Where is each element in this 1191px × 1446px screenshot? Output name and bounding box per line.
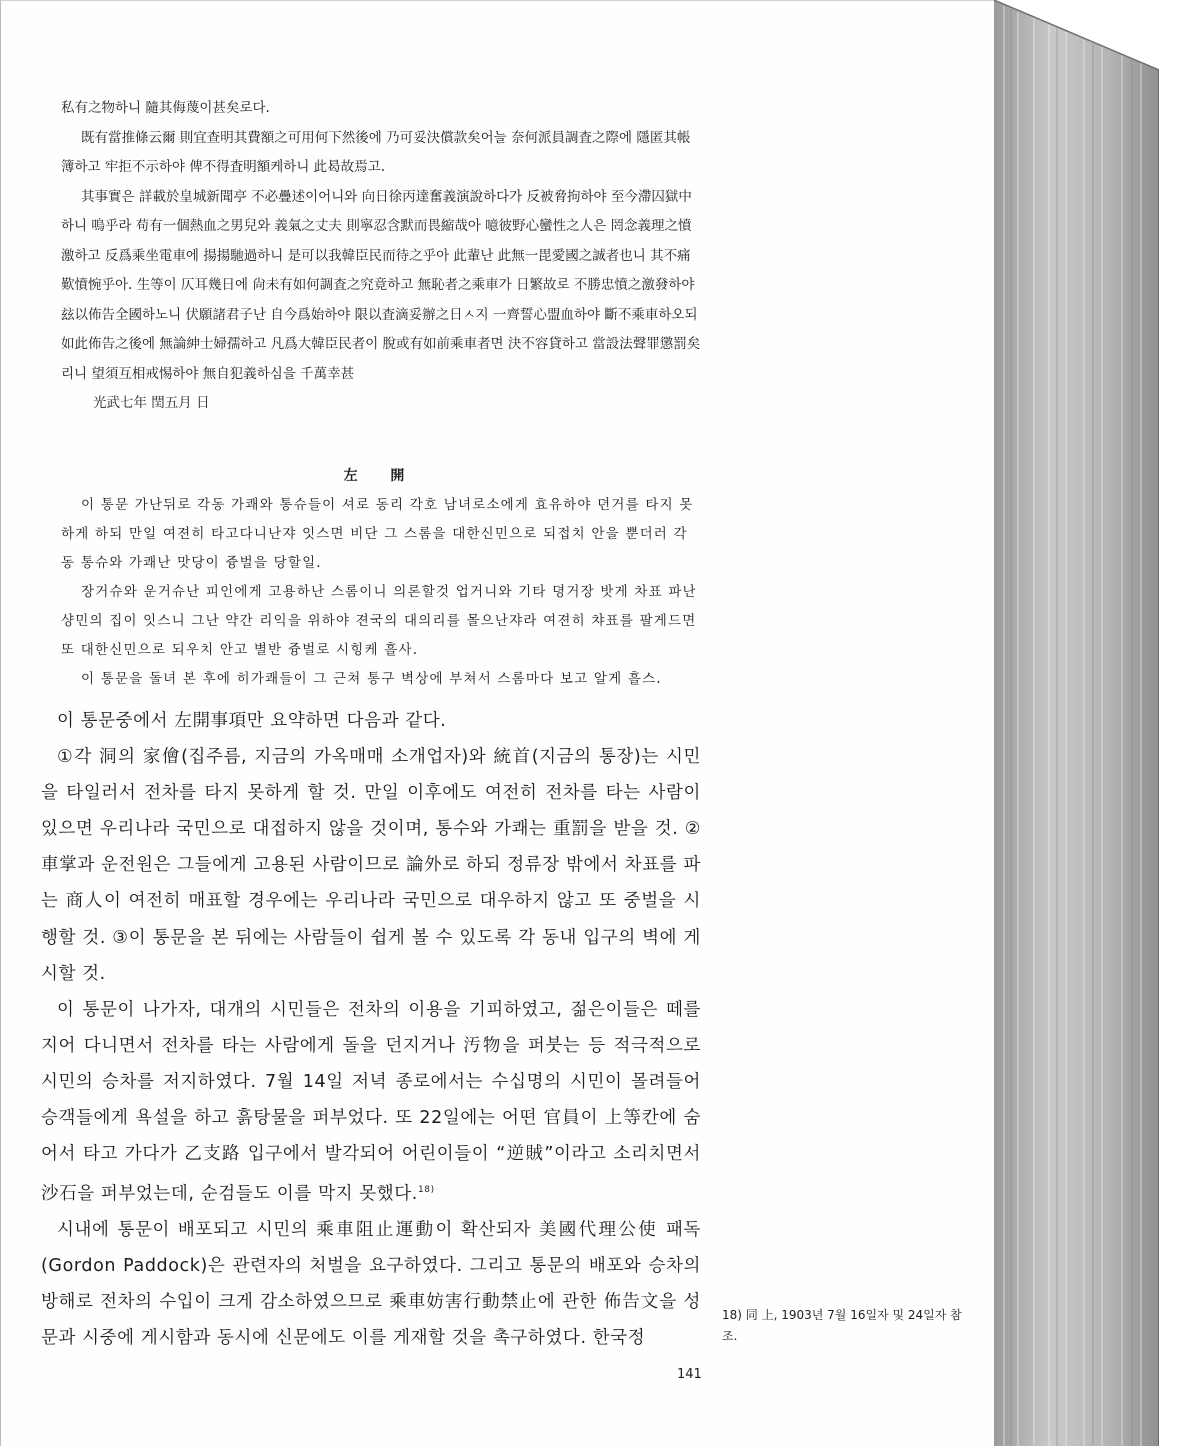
body-paragraph: ①각 洞의 家儈(집주름, 지금의 가옥매매 소개업자)와 統首(지금의 통장)는 시민을 타일러서 전차를 타지 못하게 할 것. 만일 이후에도 여전히 전차를 타는 사람이 있으면 우리나라 국민으로 대접하지 않을 것이며, 통수와 가쾌는 重罰을 받을 것. ②車掌과 운전원은 그들에게 고용된 사람이므로 論外로 하되 정류장 밖에서 차표를 파는 商人이 여전히 매표할 경우에는 우리나라 국민으로 대우하지 않고 또 중벌을 시행할 것. ③이 통문을 본 뒤에는 사람들이 쉽게 볼 수 있도록 각 동내 입구의 벽에 게시할 것. [41, 747, 701, 984]
notice-text-block [61, 491, 701, 694]
classical-paragraph: 其事實은 詳載於皇城新聞亭 不必疊述이어니와 向日徐丙達奮義演說하다가 反被脅拘하야 至今滯囚獄中하니 嗚乎라 苟有一個熱血之男兒와 義氣之丈夫 則寧忍含默而畏縮哉아 噫彼野心蠻性之人은 罔念義理之憤激하고 反爲乘坐電車에 揚揚馳過하니 是可以我韓臣民而待之乎아 此輩난 此無一毘愛國之誠者也니 其不痛歎憤惋乎아. 生等이 仄耳幾日에 尙未有如何調査之究竟하고 無恥者之乘車가 日繁故로 不勝忠憤之激發하야 玆以佈告全國하노니 伏願諸君子난 自今爲始하야 限以査滴妥辦之日ㅅ지 一齊誓心盟血하야 斷不乘車하오되 如此佈告之後에 無論紳士婦孺하고 凡爲大韓臣民者이 脫或有如前乘車者면 決不容貸하고 當設法聲罪懲罰矣리니 望須互相戒惕하야 無自犯義하심을 千萬幸甚 [61, 188, 701, 382]
page-number: 141 [677, 1367, 702, 1382]
footnote: 18) 同 上, 1903년 7월 16일자 및 24일자 참조. [722, 1308, 962, 1343]
classical-date: 光武七年 閏五月 日 [93, 395, 210, 411]
body-paragraph-text: 이 통문이 나가자, 대개의 시민들은 전차의 이용을 기피하였고, 젊은이들은 떼를 지어 다니면서 전차를 타는 사람에게 돌을 던지거나 汚物을 퍼붓는 등 적극적으로 시민의 승차를 저지하였다. 7월 14일 저녁 종로에서는 수십명의 시민이 몰려들어 승객들에게 욕설을 하고 흙탕물을 퍼부었다. 또 22일에는 어떤 官員이 上等칸에 숨어서 타고 가다가 乙支路 입구에서 발각되어 어린이들이 “逆賊”이라고 소리치면서 沙石을 퍼부었는데, 순검들도 이를 막지 못했다. [41, 999, 701, 1205]
notice-paragraph: 이 통문을 돌녀 본 후에 히가쾌들이 그 근쳐 통구 벽상에 부쳐서 스롬마다 보고 알게 흘스. [81, 671, 662, 687]
notice-paragraph: 이 통문 가난뒤로 각동 가쾌와 통슈들이 셔로 동리 각호 남녀로소에게 효유하야 뎐거를 타지 못하게 하되 만일 여젼히 타고다니난쟈 잇스면 비단 그 스롬을 대한신민으로 되접치 안을 뿐더러 각동 통슈와 가쾌난 맛당이 즁벌을 당할일. [61, 497, 694, 571]
book-page-stack [994, 0, 1191, 1446]
classical-line: 私有之物하니 隨其侮蔑이甚矣로다. [61, 100, 270, 116]
classical-paragraph: 既有當推條云爾 則宜查明其費額之可用何下然後에 乃可妥決償款矣어늘 奈何派員調査之際에 隱匿其帳簿하고 牢拒不示하야 俾不得査明額케하니 此曷故焉고. [61, 129, 691, 175]
main-body-text [41, 703, 701, 1357]
body-paragraph: 시내에 통문이 배포되고 시민의 乘車阻止運動이 확산되자 美國代理公使 패독(Gordon Paddock)은 관련자의 처벌을 요구하였다. 그리고 통문의 배포와 승차의 방해로 전차의 수입이 크게 감소하였으므로 乘車妨害行動禁止에 관한 佈告文을 성문과 시중에 게시함과 동시에 신문에도 이를 게재할 것을 촉구하였다. 한국정 [41, 1220, 701, 1349]
notice-heading: 左 開 [343, 468, 419, 484]
notice-paragraph: 장거슈와 운거슈난 피인에게 고용하난 스롬이니 의론할것 업거니와 기타 뎡거장 밧게 차표 파난 샹민의 집이 잇스니 그난 약간 리익을 위하야 젼국의 대의리를 몰으난쟈라 여젼히 챠표를 팔게드면 또 대한신민으로 되우치 안고 별반 즁벌로 시힝케 흘사. [61, 584, 697, 658]
body-paragraph [41, 992, 701, 1212]
classical-text-block [61, 94, 701, 419]
footnote-reference: 18) [417, 1185, 435, 1196]
page-edges-illustration [994, 0, 1191, 1446]
body-paragraph: 이 통문중에서 左開事項만 요약하면 다음과 같다. [57, 711, 447, 731]
